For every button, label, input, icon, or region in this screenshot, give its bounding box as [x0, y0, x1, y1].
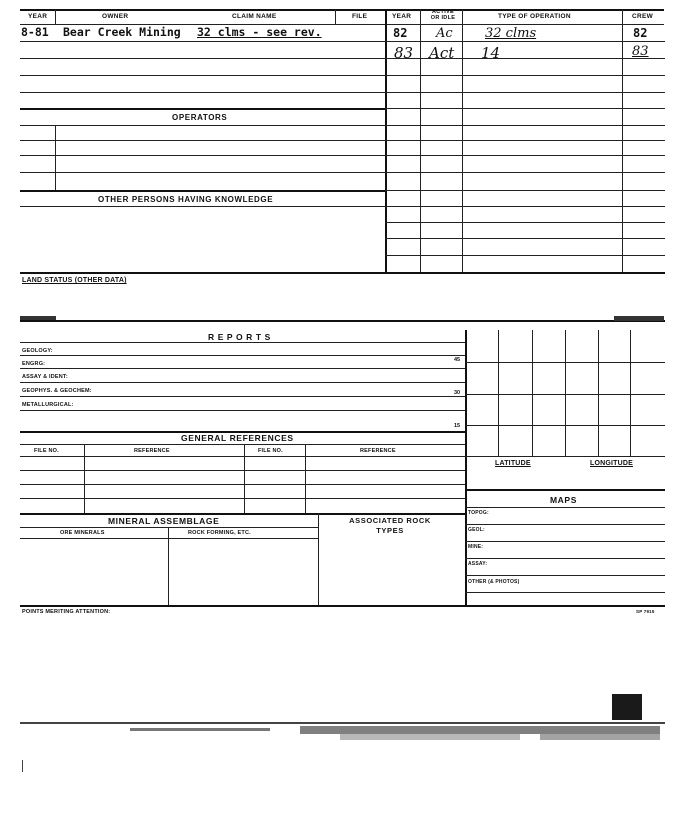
type-of-operation-header: TYPE OF OPERATION	[498, 13, 571, 20]
ops-row-2-year: 83	[394, 44, 414, 62]
mineral-assemblage-title: MINERAL ASSEMBLAGE	[108, 516, 220, 526]
ref-reference-1-header: REFERENCE	[134, 448, 170, 454]
report-geology-number: 45	[454, 357, 461, 363]
year-header: YEAR	[28, 13, 48, 20]
ore-minerals-label: ORE MINERALS	[60, 530, 105, 536]
points-meriting-attention-label: POINTS MERITING ATTENTION:	[22, 609, 111, 615]
active-idle-header: ACTIVE OR IDLE	[430, 9, 456, 21]
report-engrg-label: ENGRG:	[22, 361, 46, 367]
ops-row-2-crew: 83	[632, 44, 649, 59]
rock-forming-label: ROCK FORMING, ETC.	[188, 530, 251, 536]
claim-entry-owner: Bear Creek Mining	[63, 25, 181, 39]
other-persons-title: OTHER PERSONS HAVING KNOWLEDGE	[98, 195, 274, 204]
ops-row-1-year: 82	[393, 26, 408, 40]
ops-row-1-crew: 82	[633, 26, 648, 40]
operators-title: OPERATORS	[172, 113, 228, 122]
ops-row-1-type: 32 clms	[485, 26, 537, 41]
claim-entry-claim-name: 32 clms - see rev.	[197, 25, 322, 39]
map-other-label: OTHER (& PHOTOS)	[468, 579, 520, 585]
maps-title: MAPS	[550, 495, 577, 505]
reports-title: R E P O R T S	[208, 332, 271, 342]
ops-row-2-type: 14	[481, 44, 501, 62]
ref-file-no-1-header: FILE NO.	[34, 448, 59, 454]
file-header: FILE	[352, 13, 368, 20]
ops-year-header: YEAR	[392, 13, 412, 20]
claim-entry-year: 8-81	[21, 25, 49, 39]
general-references-title: GENERAL REFERENCES	[181, 433, 294, 443]
map-mine-label: MINE:	[468, 544, 484, 550]
report-geophys-label: GEOPHYS. & GEOCHEM:	[22, 388, 92, 394]
ref-file-no-2-header: FILE NO.	[258, 448, 283, 454]
map-topog-label: TOPOG:	[468, 510, 489, 516]
associated-rock-types-label: ASSOCIATED ROCK TYPES	[349, 516, 431, 535]
ref-reference-2-header: REFERENCE	[360, 448, 396, 454]
claim-name-header: CLAIM NAME	[232, 13, 277, 20]
ops-row-1-status: Ac	[436, 26, 453, 41]
longitude-label: LONGITUDE	[590, 460, 634, 467]
owner-header: OWNER	[102, 13, 129, 20]
report-metallurgical-number: 15	[454, 423, 461, 429]
map-assay-label: ASSAY:	[468, 561, 488, 567]
map-geol-label: GEOL:	[468, 527, 485, 533]
ops-row-2-status: Act	[429, 44, 455, 62]
form-number: SP 7915	[636, 609, 655, 614]
land-status-label: LAND STATUS (OTHER DATA)	[22, 277, 127, 284]
report-metallurgical-label: METALLURGICAL:	[22, 402, 74, 408]
report-geology-label: GEOLOGY:	[22, 348, 53, 354]
crew-header: CREW	[632, 13, 654, 20]
report-assay-label: ASSAY & IDENT:	[22, 374, 68, 380]
latitude-label: LATITUDE	[495, 460, 531, 467]
report-assay-number: 30	[454, 390, 461, 396]
